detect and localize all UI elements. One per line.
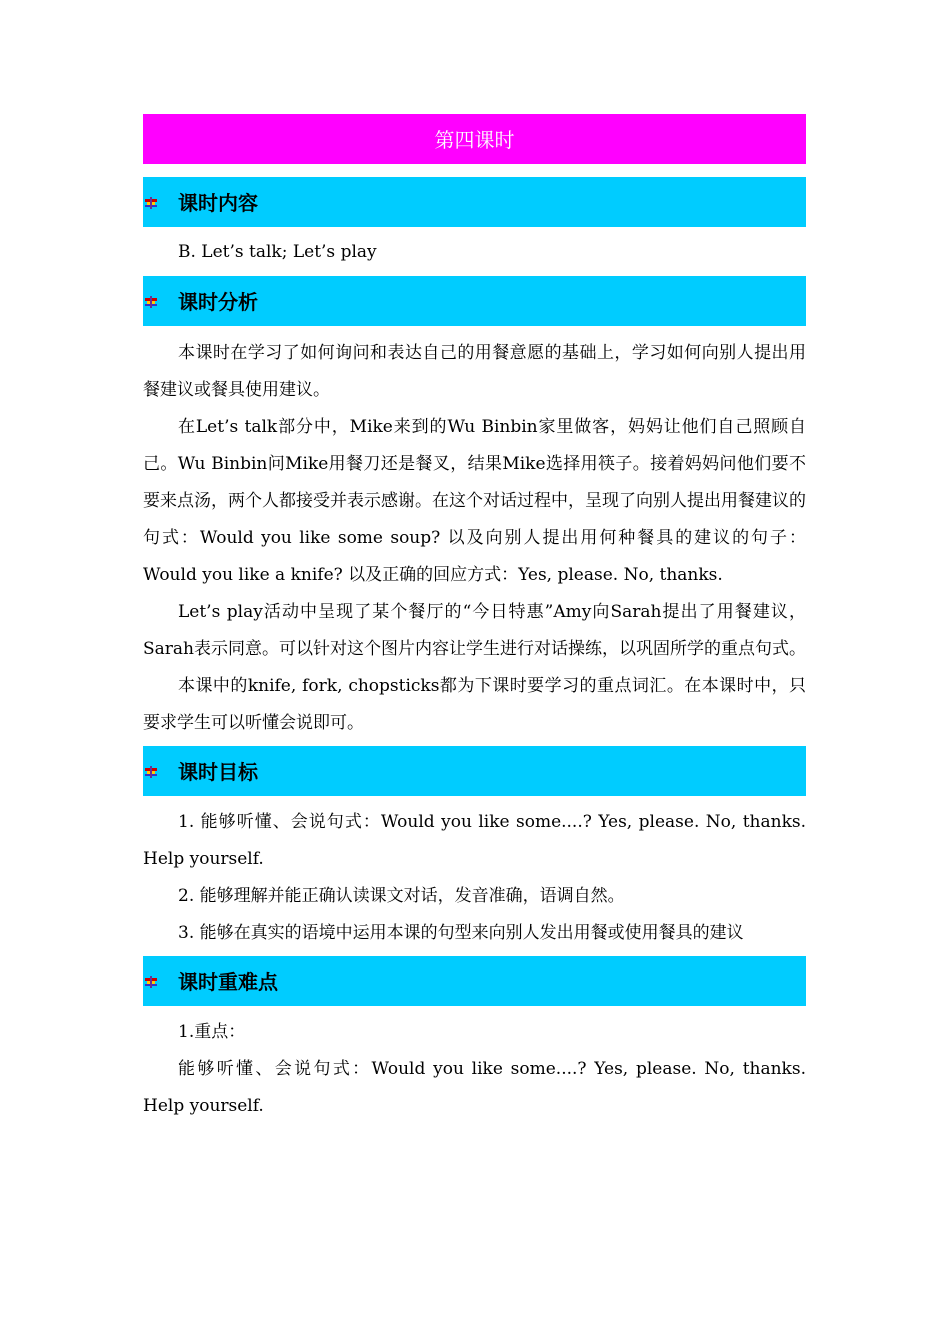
section-header-analysis xyxy=(143,276,806,326)
analysis-paragraph: 本课时在学习了如何询问和表达自己的用餐意愿的基础上，学习如何向别人提出用餐建议或餐具使用建议。 xyxy=(143,343,806,400)
bullet-icon xyxy=(145,197,157,209)
section-heading: 课时目标 xyxy=(178,760,258,784)
bullet-icon xyxy=(145,296,157,308)
section-header-keypoints xyxy=(143,956,806,1006)
goal-item: 2. 能够理解并能正确认读课文对话，发音准确，语调自然。 xyxy=(178,886,625,906)
section-header-goals xyxy=(143,746,806,796)
bullet-icon xyxy=(145,766,157,778)
goal-item: 1. 能够听懂、会说句式：Would you like some....? Yes, please. No, thanks. Help yourself. xyxy=(143,812,806,869)
keypoint-item: 1.重点： xyxy=(178,1022,246,1042)
lesson-title: 第四课时 xyxy=(143,114,806,164)
bullet-icon xyxy=(145,976,157,988)
content-text: B. Let’s talk; Let’s play xyxy=(178,242,377,262)
section-heading: 课时内容 xyxy=(178,191,258,215)
document-page xyxy=(143,114,806,1131)
goal-item: 3. 能够在真实的语境中运用本课的句型来向别人发出用餐或使用餐具的建议 xyxy=(178,923,744,943)
analysis-paragraph: 本课中的knife, fork, chopsticks都为下课时要学习的重点词汇。在本课时中，只要求学生可以听懂会说即可。 xyxy=(143,676,806,733)
keypoint-item: 能够听懂、会说句式：Would you like some....? Yes, please. No, thanks. Help yourself. xyxy=(143,1059,806,1116)
analysis-paragraph: Let’s play活动中呈现了某个餐厅的“今日特惠”Amy向Sarah提出了用餐建议，Sarah表示同意。可以针对这个图片内容让学生进行对话操练，以巩固所学的重点句式。 xyxy=(143,602,806,659)
section-heading: 课时重难点 xyxy=(178,970,278,994)
analysis-paragraph: 在Let’s talk部分中，Mike来到的Wu Binbin家里做客，妈妈让他们自己照顾自己。Wu Binbin问Mike用餐刀还是餐叉，结果Mike选择用筷子。接着妈妈问他们要不要来点汤，两个人都接受并表示感谢。在这个对话过程中，呈现了向别人提出用餐建议的句式：Would you like some soup? 以及向别人提出用何种餐具的建议的句子：Would you like a knife? 以及正确的回应方式：Yes, please. No, thanks. xyxy=(143,417,806,585)
section-header-content xyxy=(143,177,806,227)
section-heading: 课时分析 xyxy=(178,290,258,314)
